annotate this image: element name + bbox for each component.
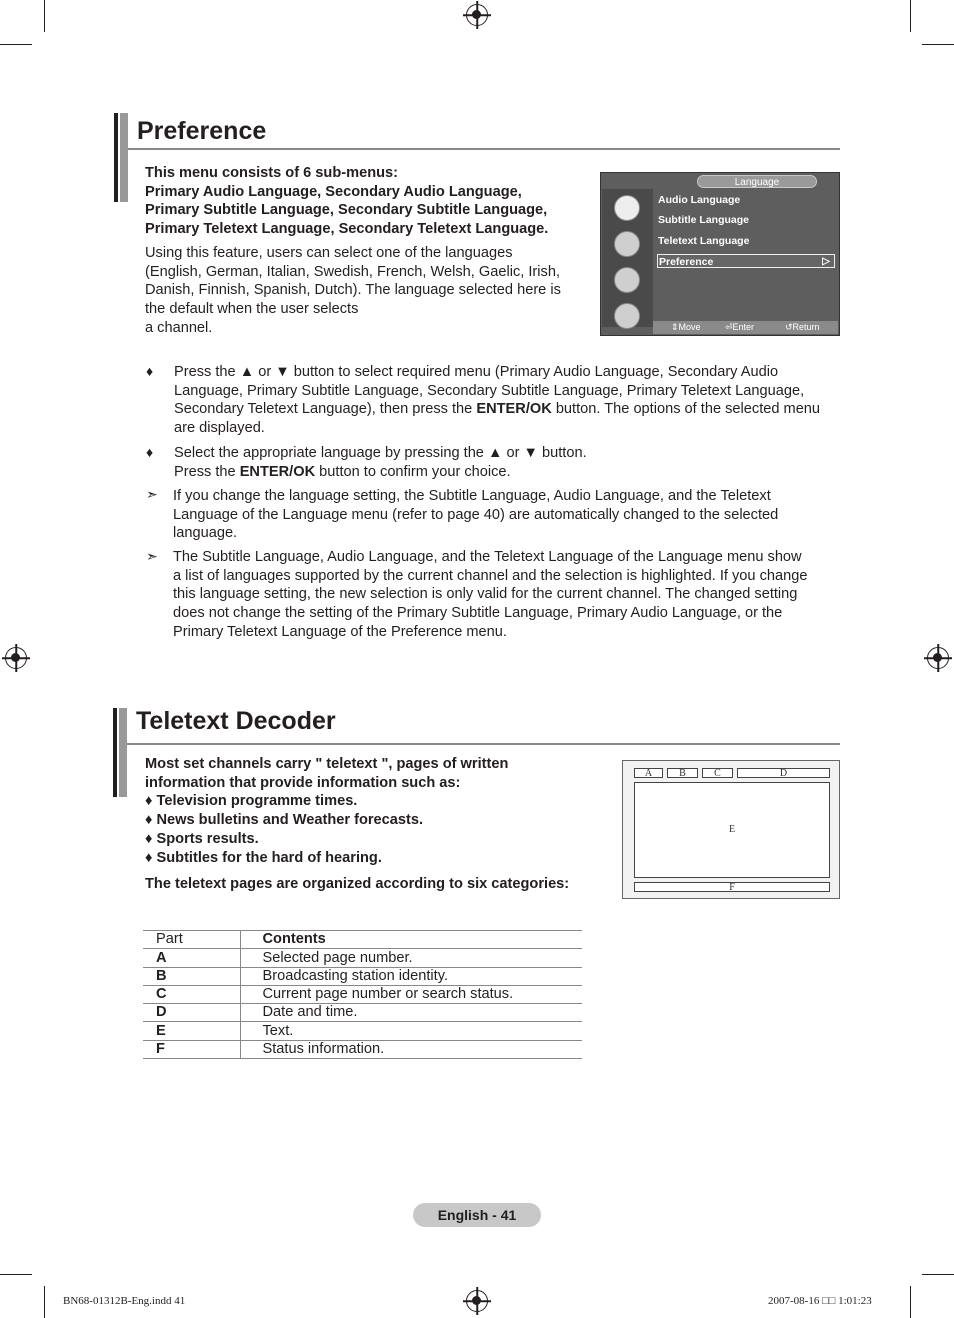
table-header-part: Part [143,931,240,949]
menu-item-preference: Preference ▷ [657,254,835,268]
page-number-badge: English - 41 [413,1203,541,1227]
table-row: F Status information. [143,1040,582,1058]
crop-mark [0,1274,32,1275]
menu-item-teletext-language: Teletext Language [658,235,750,247]
crop-mark [0,44,32,45]
section-bar [113,708,117,797]
menu-footer [653,321,838,334]
move-hint: ⇕ Move [671,322,701,332]
teletext-part-f: F [634,882,830,892]
diamond-bullet-icon: ♦ [146,444,154,460]
section-bar [120,113,128,202]
registration-mark-icon [466,1290,488,1312]
note-arrow-icon: ➣ [146,548,158,564]
note-language-list: The Subtitle Language, Audio Language, and the Teletext Language of the Language menu show a list of languages supported by the current channel and the selection is highlighted. If you change this language setting, the new selection is only valid for the current channel. The changed setting does not change the setting of the Primary Subtitle Language, Primary Audio Language, or the Primary Teletext Language of the Preference menu. [173,549,808,640]
crop-mark [922,1274,954,1275]
menu-sidebar [602,189,653,327]
picture-menu-icon [614,195,640,221]
enter-hint: ⏎ Enter [725,322,755,332]
teletext-layout-figure [622,760,840,899]
table-row: B Broadcasting station identity. [143,967,582,985]
registration-mark-icon [466,4,488,26]
crop-mark [44,0,45,32]
bullet-select-menu: Press the ▲ or ▼ button to select required menu (Primary Audio Language, Secondary Audio Language, Primary Subtitle Language, Secondary Subtitle Language, Primary Teletext Language, Secondary Teletext Language), then press the ENTER/OK button. The options of the selected menu are displayed. [174,364,821,437]
teletext-part-a: A [634,768,663,778]
menu-item-subtitle-language: Subtitle Language [658,214,750,226]
note-language-change: If you change the language setting, the Subtitle Language, Audio Language, and the Teletext Language of the Language menu (refer to page 40) are automatically changed to the selected language. [173,488,779,542]
teletext-categories-line: The teletext pages are organized according to six categories: [145,876,570,892]
section-title-teletext: Teletext Decoder [136,707,336,735]
teletext-part-e: E [634,782,830,878]
setup-menu-icon [614,267,640,293]
diamond-bullet-icon: ♦ [146,363,154,379]
table-row: E Text. [143,1022,582,1040]
return-hint: ↺ Return [785,322,820,332]
section-bar [119,708,127,797]
input-menu-icon [614,303,640,329]
section-title-preference: Preference [137,117,267,145]
right-arrow-icon: ▷ [822,256,830,267]
section-bar [114,113,118,202]
table-row: C Current page number or search status. [143,985,582,1003]
sound-menu-icon [614,231,640,257]
section-rule [128,148,840,150]
section-rule [127,743,840,745]
registration-mark-icon [5,647,27,669]
language-menu-screenshot [600,172,840,336]
table-row: D Date and time. [143,1004,582,1022]
preference-intro-text: Using this feature, users can select one of the languages (English, German, Italian, Swedish, French, Welsh, Gaelic, Irish, Danish, Finnish, Spanish, Dutch). The language selected here is the default when the user selects a channel. [145,245,561,336]
note-arrow-icon: ➣ [146,486,158,502]
crop-mark [910,1286,911,1318]
table-row: A Selected page number. [143,949,582,967]
table-header-row [143,931,582,949]
teletext-part-d: D [737,768,830,778]
teletext-part-b: B [667,768,698,778]
teletext-parts-table [143,930,582,1059]
menu-item-audio-language: Audio Language [658,194,741,206]
teletext-intro: Most set channels carry " teletext ", pages of written information that provide information such as: ♦ Television programme times. ♦ News bulletins and Weather forecasts. ♦ Sports results. ♦ Subtitles for the hard of hearing. [145,756,509,866]
menu-tab-label: Language [697,175,817,188]
bullet-select-language: Select the appropriate language by pressing the ▲ or ▼ button. Press the ENTER/OK button to confirm your choice. [174,445,587,480]
table-header-contents: Contents [240,931,582,949]
print-slug-right: 2007-08-16 □□ 1:01:23 [768,1295,872,1307]
teletext-part-c: C [702,768,733,778]
crop-mark [910,0,911,32]
crop-mark [922,44,954,45]
crop-mark [44,1286,45,1318]
preference-intro-bold: This menu consists of 6 sub-menus: Primary Audio Language, Secondary Audio Language, Primary Subtitle Language, Secondary Subtitle Language, Primary Teletext Language, Secondary Teletext Language. [145,165,549,238]
print-slug-left: BN68-01312B-Eng.indd 41 [63,1295,186,1307]
registration-mark-icon [927,647,949,669]
